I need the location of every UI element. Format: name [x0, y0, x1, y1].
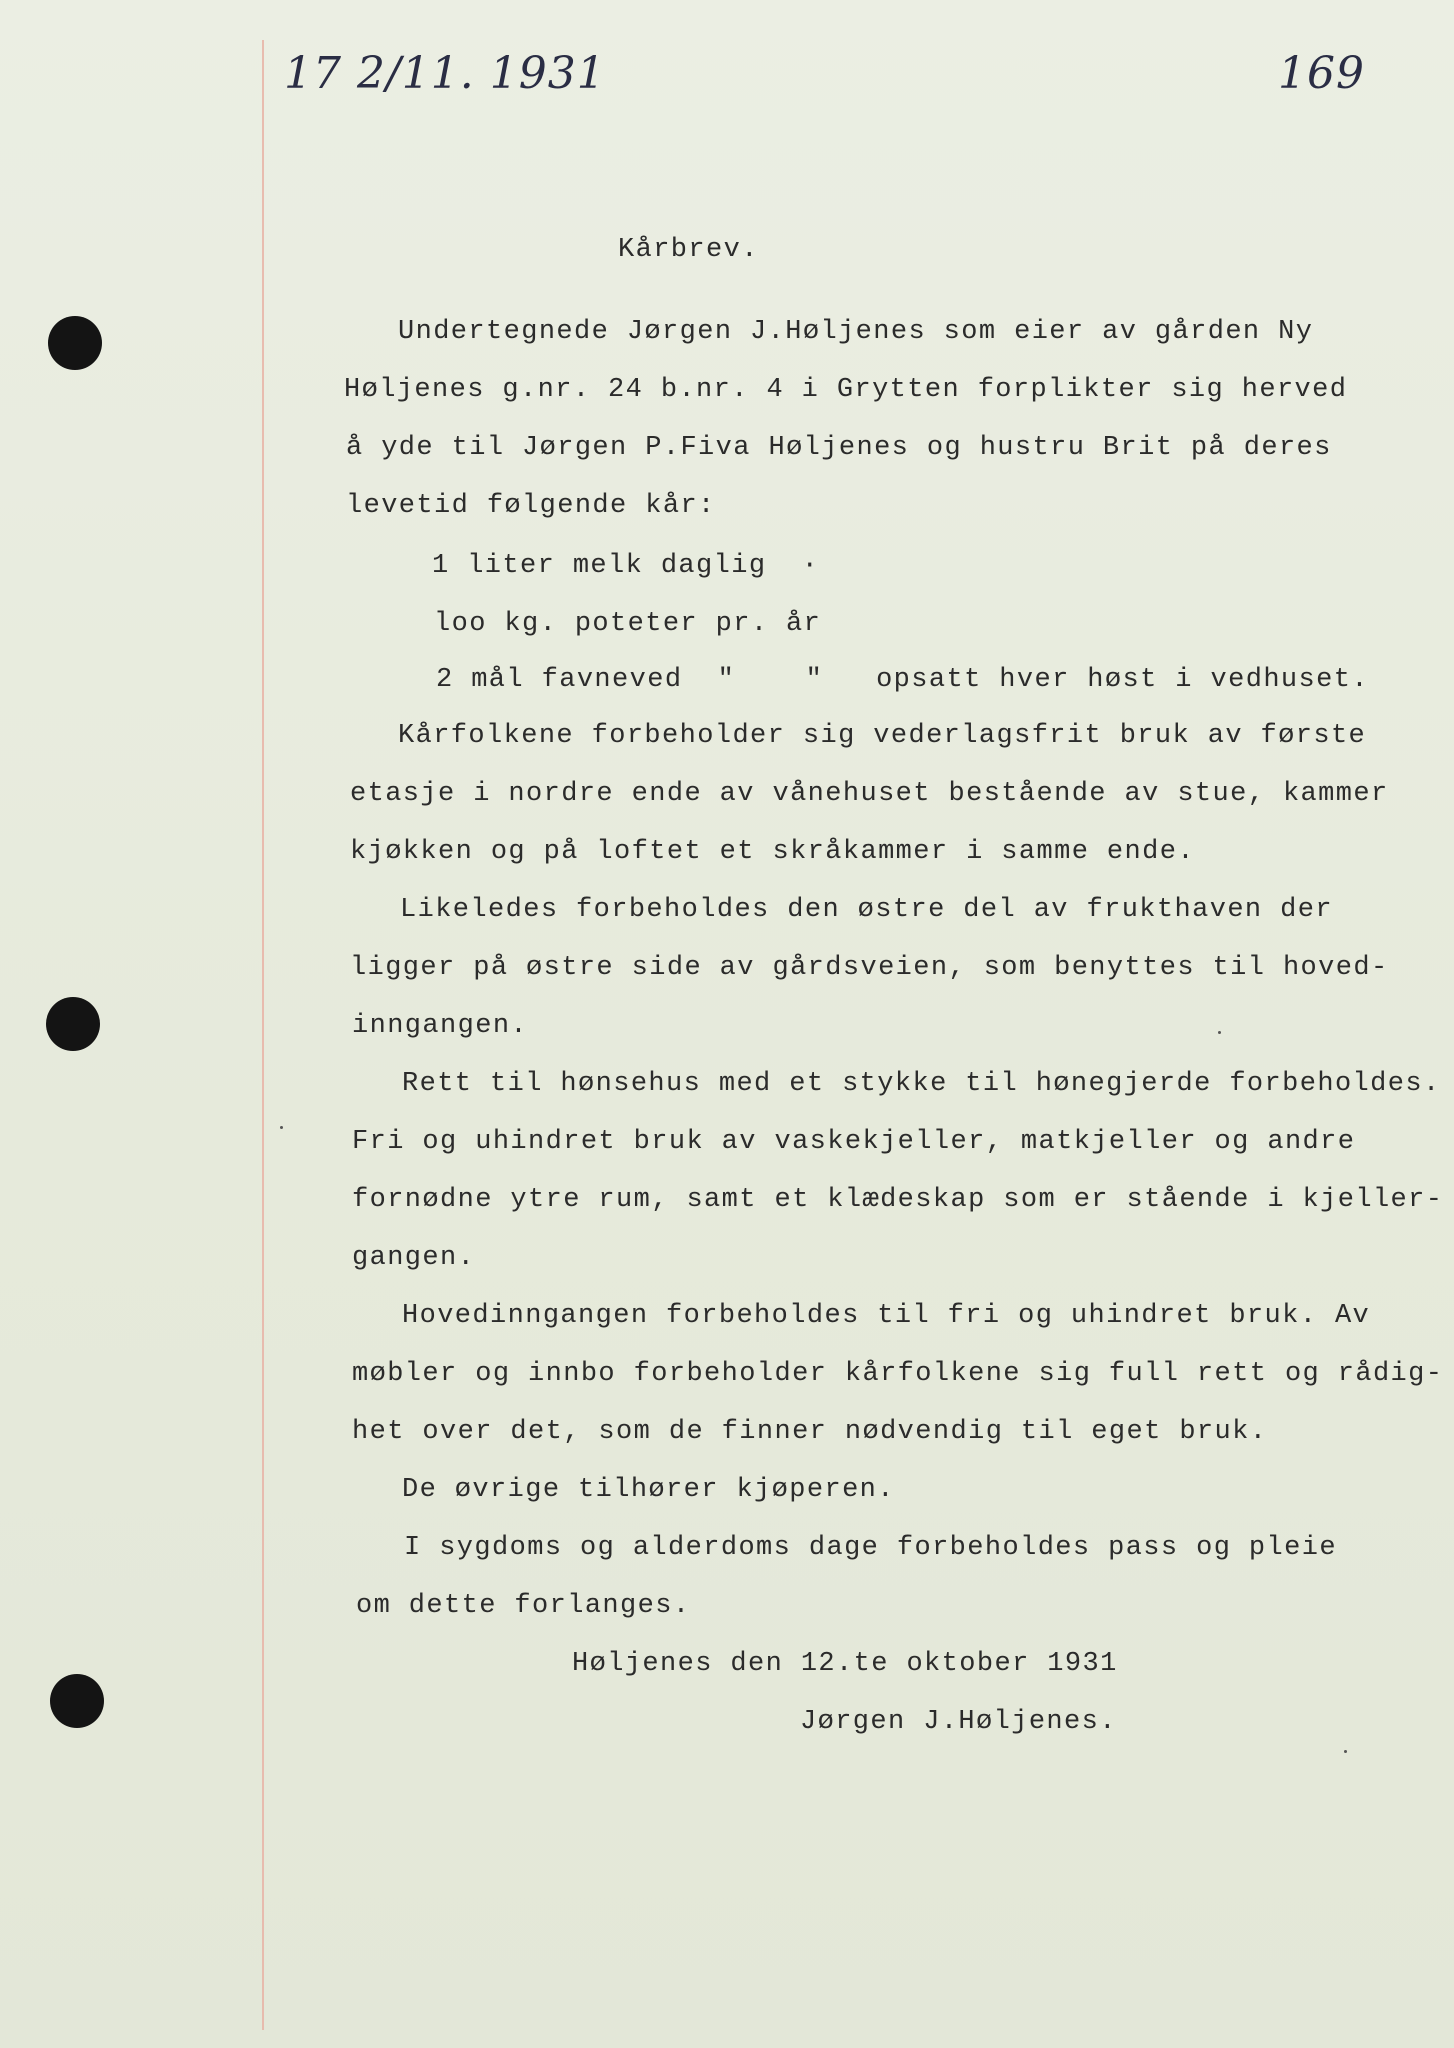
handwritten-date: 17 2/11. 1931 — [284, 48, 606, 99]
text-line: om dette forlanges. — [356, 1591, 691, 1621]
punch-hole-top — [48, 316, 102, 370]
text-line: levetid følgende kår: — [346, 491, 716, 521]
text-line: ligger på østre side av gårdsveien, som benyttes til hoved- — [350, 953, 1389, 983]
text-line: etasje i nordre ende av vånehuset bestående av stue, kammer — [350, 779, 1389, 809]
margin-rule — [262, 40, 264, 2030]
text-line: Høljenes g.nr. 24 b.nr. 4 i Grytten forplikter sig herved — [344, 375, 1348, 405]
text-line: Kårfolkene forbeholder sig vederlagsfrit bruk av første — [398, 721, 1367, 751]
text-line: fornødne ytre rum, samt et klædeskap som er stående i kjeller- — [352, 1185, 1444, 1215]
text-line: Likeledes forbeholdes den østre del av frukthaven der — [400, 895, 1333, 925]
ink-speck — [280, 1126, 283, 1129]
punch-hole-middle — [46, 997, 100, 1051]
place-date: Høljenes den 12.te oktober 1931 — [572, 1649, 1118, 1679]
ink-speck — [1218, 1031, 1221, 1034]
document-title: Kårbrev. — [618, 235, 759, 265]
text-line: Fri og uhindret bruk av vaskekjeller, matkjeller og andre — [352, 1127, 1356, 1157]
text-line: het over det, som de finner nødvendig til eget bruk. — [352, 1417, 1268, 1447]
text-line: inngangen. — [352, 1011, 529, 1041]
text-line: kjøkken og på loftet et skråkammer i samme ende. — [350, 837, 1195, 867]
text-line: møbler og innbo forbeholder kårfolkene sig full rett og rådig- — [352, 1359, 1444, 1389]
list-item: loo kg. poteter pr. år — [434, 609, 822, 639]
text-line: Hovedinngangen forbeholdes til fri og uhindret bruk. Av — [402, 1301, 1371, 1331]
list-item: 2 mål favneved " " opsatt hver høst i vedhuset. — [436, 665, 1369, 695]
text-line: å yde til Jørgen P.Fiva Høljenes og hustru Brit på deres — [346, 433, 1332, 463]
punch-hole-bottom — [50, 1674, 104, 1728]
text-line: De øvrige tilhører kjøperen. — [402, 1475, 895, 1505]
text-line: I sygdoms og alderdoms dage forbeholdes pass og pleie — [404, 1533, 1337, 1563]
text-line: gangen. — [352, 1243, 476, 1273]
signature: Jørgen J.Høljenes. — [800, 1707, 1117, 1737]
text-line: Rett til hønsehus med et stykke til hønegjerde forbeholdes. — [402, 1069, 1441, 1099]
list-item: 1 liter melk daglig · — [432, 551, 820, 581]
ink-speck — [1344, 1750, 1347, 1753]
text-line: Undertegnede Jørgen J.Høljenes som eier av gården Ny — [398, 317, 1314, 347]
handwritten-page-number: 169 — [1278, 48, 1365, 99]
